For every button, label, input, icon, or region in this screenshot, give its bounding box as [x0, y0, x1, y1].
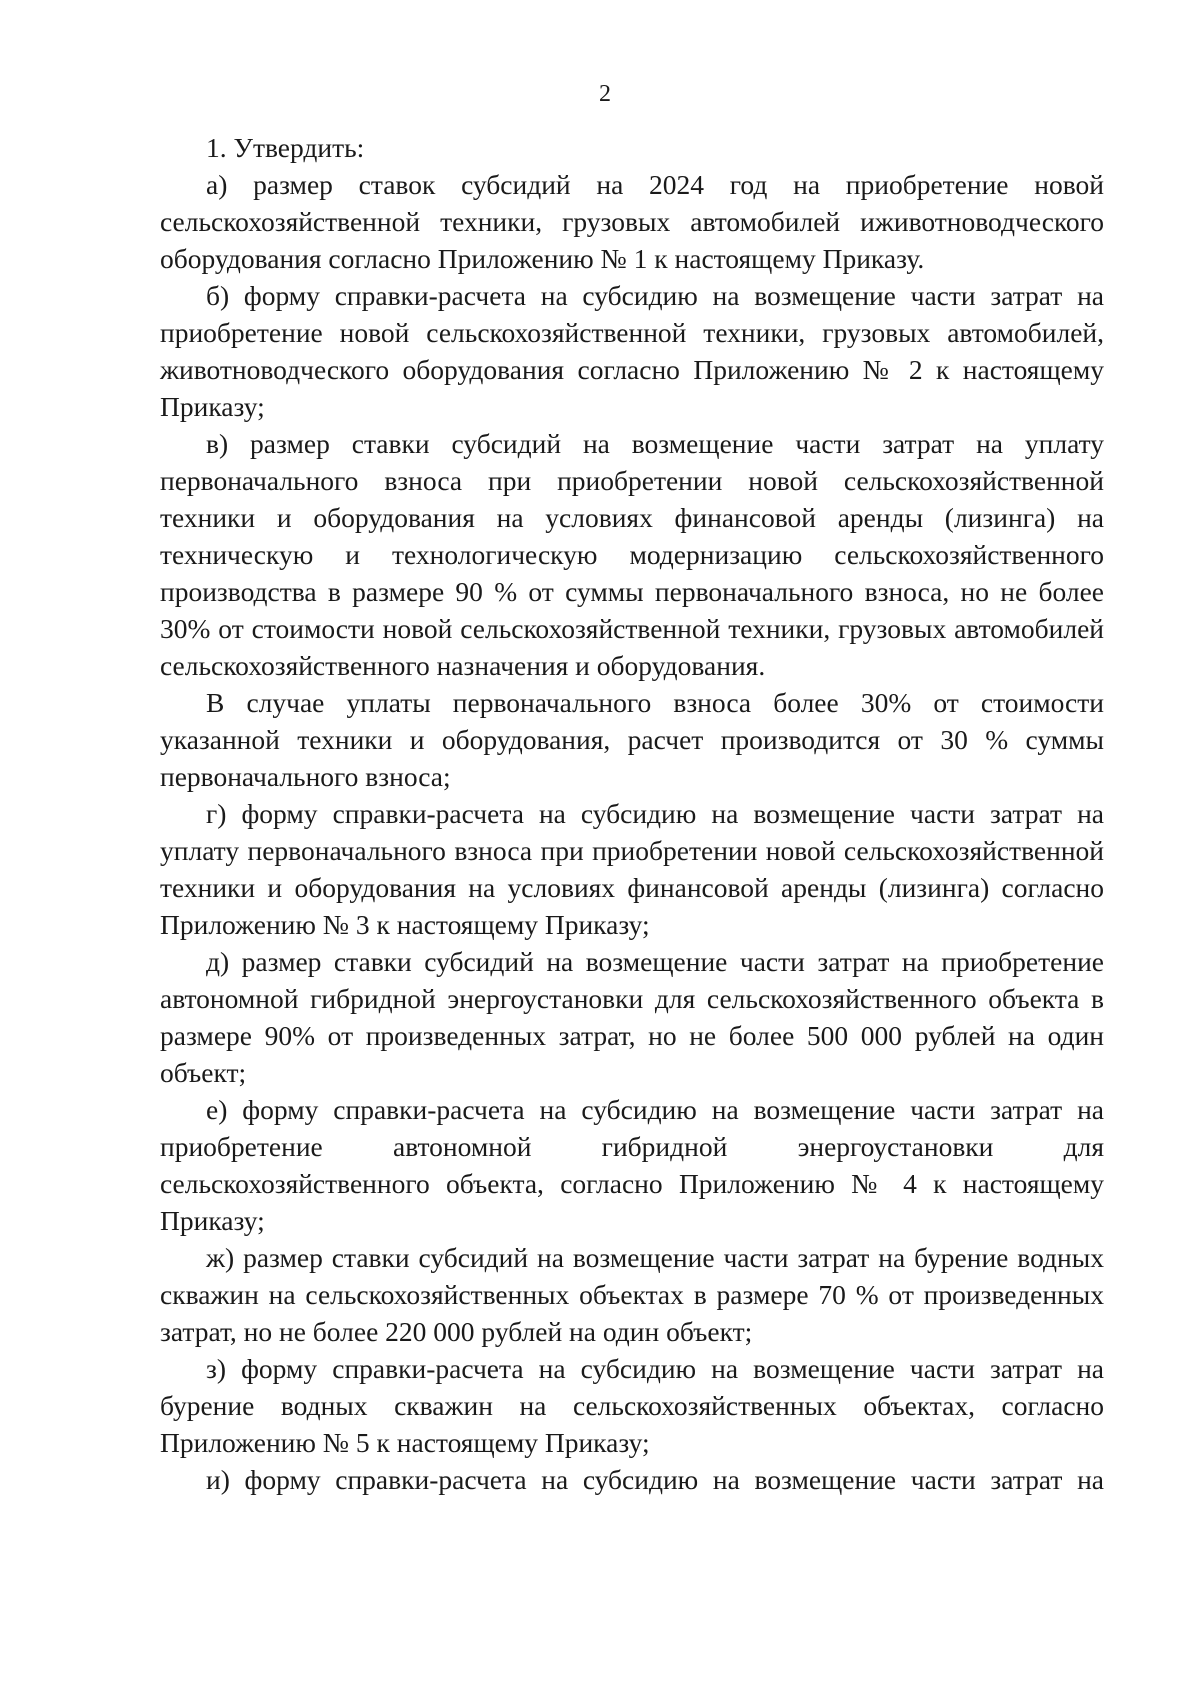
page-number: 2 — [599, 81, 611, 107]
paragraph-d: д) размер ставки субсидий на возмещение части затрат на приобретение автономной гибридной энергоустановки для сельскохозяйственного объекта в размере 90% от произведенных затрат, но не более 500 000 рублей на один объект; — [160, 946, 1104, 1088]
document-body — [160, 129, 1104, 1498]
paragraph-e: е) форму справки-расчета на субсидию на возмещение части затрат на приобретение автономной гибридной энергоустановки для сельскохозяйственного объекта, согласно Приложению № 4 к настоящему Приказу; — [160, 1094, 1104, 1236]
paragraph-g: г) форму справки-расчета на субсидию на возмещение части затрат на уплату первоначального взноса при приобретении новой сельскохозяйственной техники и оборудования на условиях финансовой аренды (лизинга) согласно Приложению № 3 к настоящему Приказу; — [160, 798, 1104, 940]
paragraph-zh: ж) размер ставки субсидий на возмещение части затрат на бурение водных скважин на сельскохозяйственных объектах в размере 70 % от произведенных затрат, но не более 220 000 рублей на один объект; — [160, 1242, 1104, 1347]
paragraph-i: и) форму справки-расчета на субсидию на возмещение части затрат на — [206, 1464, 1104, 1495]
paragraph-v-note: В случае уплаты первоначального взноса более 30% от стоимости указанной техники и оборудования, расчет производится от 30 % суммы первоначального взноса; — [160, 687, 1104, 792]
paragraph-b: б) форму справки-расчета на субсидию на возмещение части затрат на приобретение новой сельскохозяйственной техники, грузовых автомобилей, животноводческого оборудования согласно Приложению № 2 к настоящему Приказу; — [160, 280, 1104, 422]
paragraph-approve: 1. Утвердить: — [206, 132, 365, 163]
paragraph-v: в) размер ставки субсидий на возмещение части затрат на уплату первоначального взноса при приобретении новой сельскохозяйственной техники и оборудования на условиях финансовой аренды (лизинга) на техническую и технологическую модернизацию сельскохозяйственного производства в размере 90 % от суммы первоначального взноса, но не более 30% от стоимости новой сельскохозяйственной техники, грузовых автомобилей сельскохозяйственного назначения и оборудования. — [160, 428, 1104, 681]
paragraph-a: а) размер ставок субсидий на 2024 год на приобретение новой сельскохозяйственной техники, грузовых автомобилей иживотноводческого оборудования согласно Приложению № 1 к настоящему Приказу. — [160, 169, 1104, 274]
paragraph-z: з) форму справки-расчета на субсидию на возмещение части затрат на бурение водных скважин на сельскохозяйственных объектах, согласно Приложению № 5 к настоящему Приказу; — [160, 1353, 1104, 1458]
